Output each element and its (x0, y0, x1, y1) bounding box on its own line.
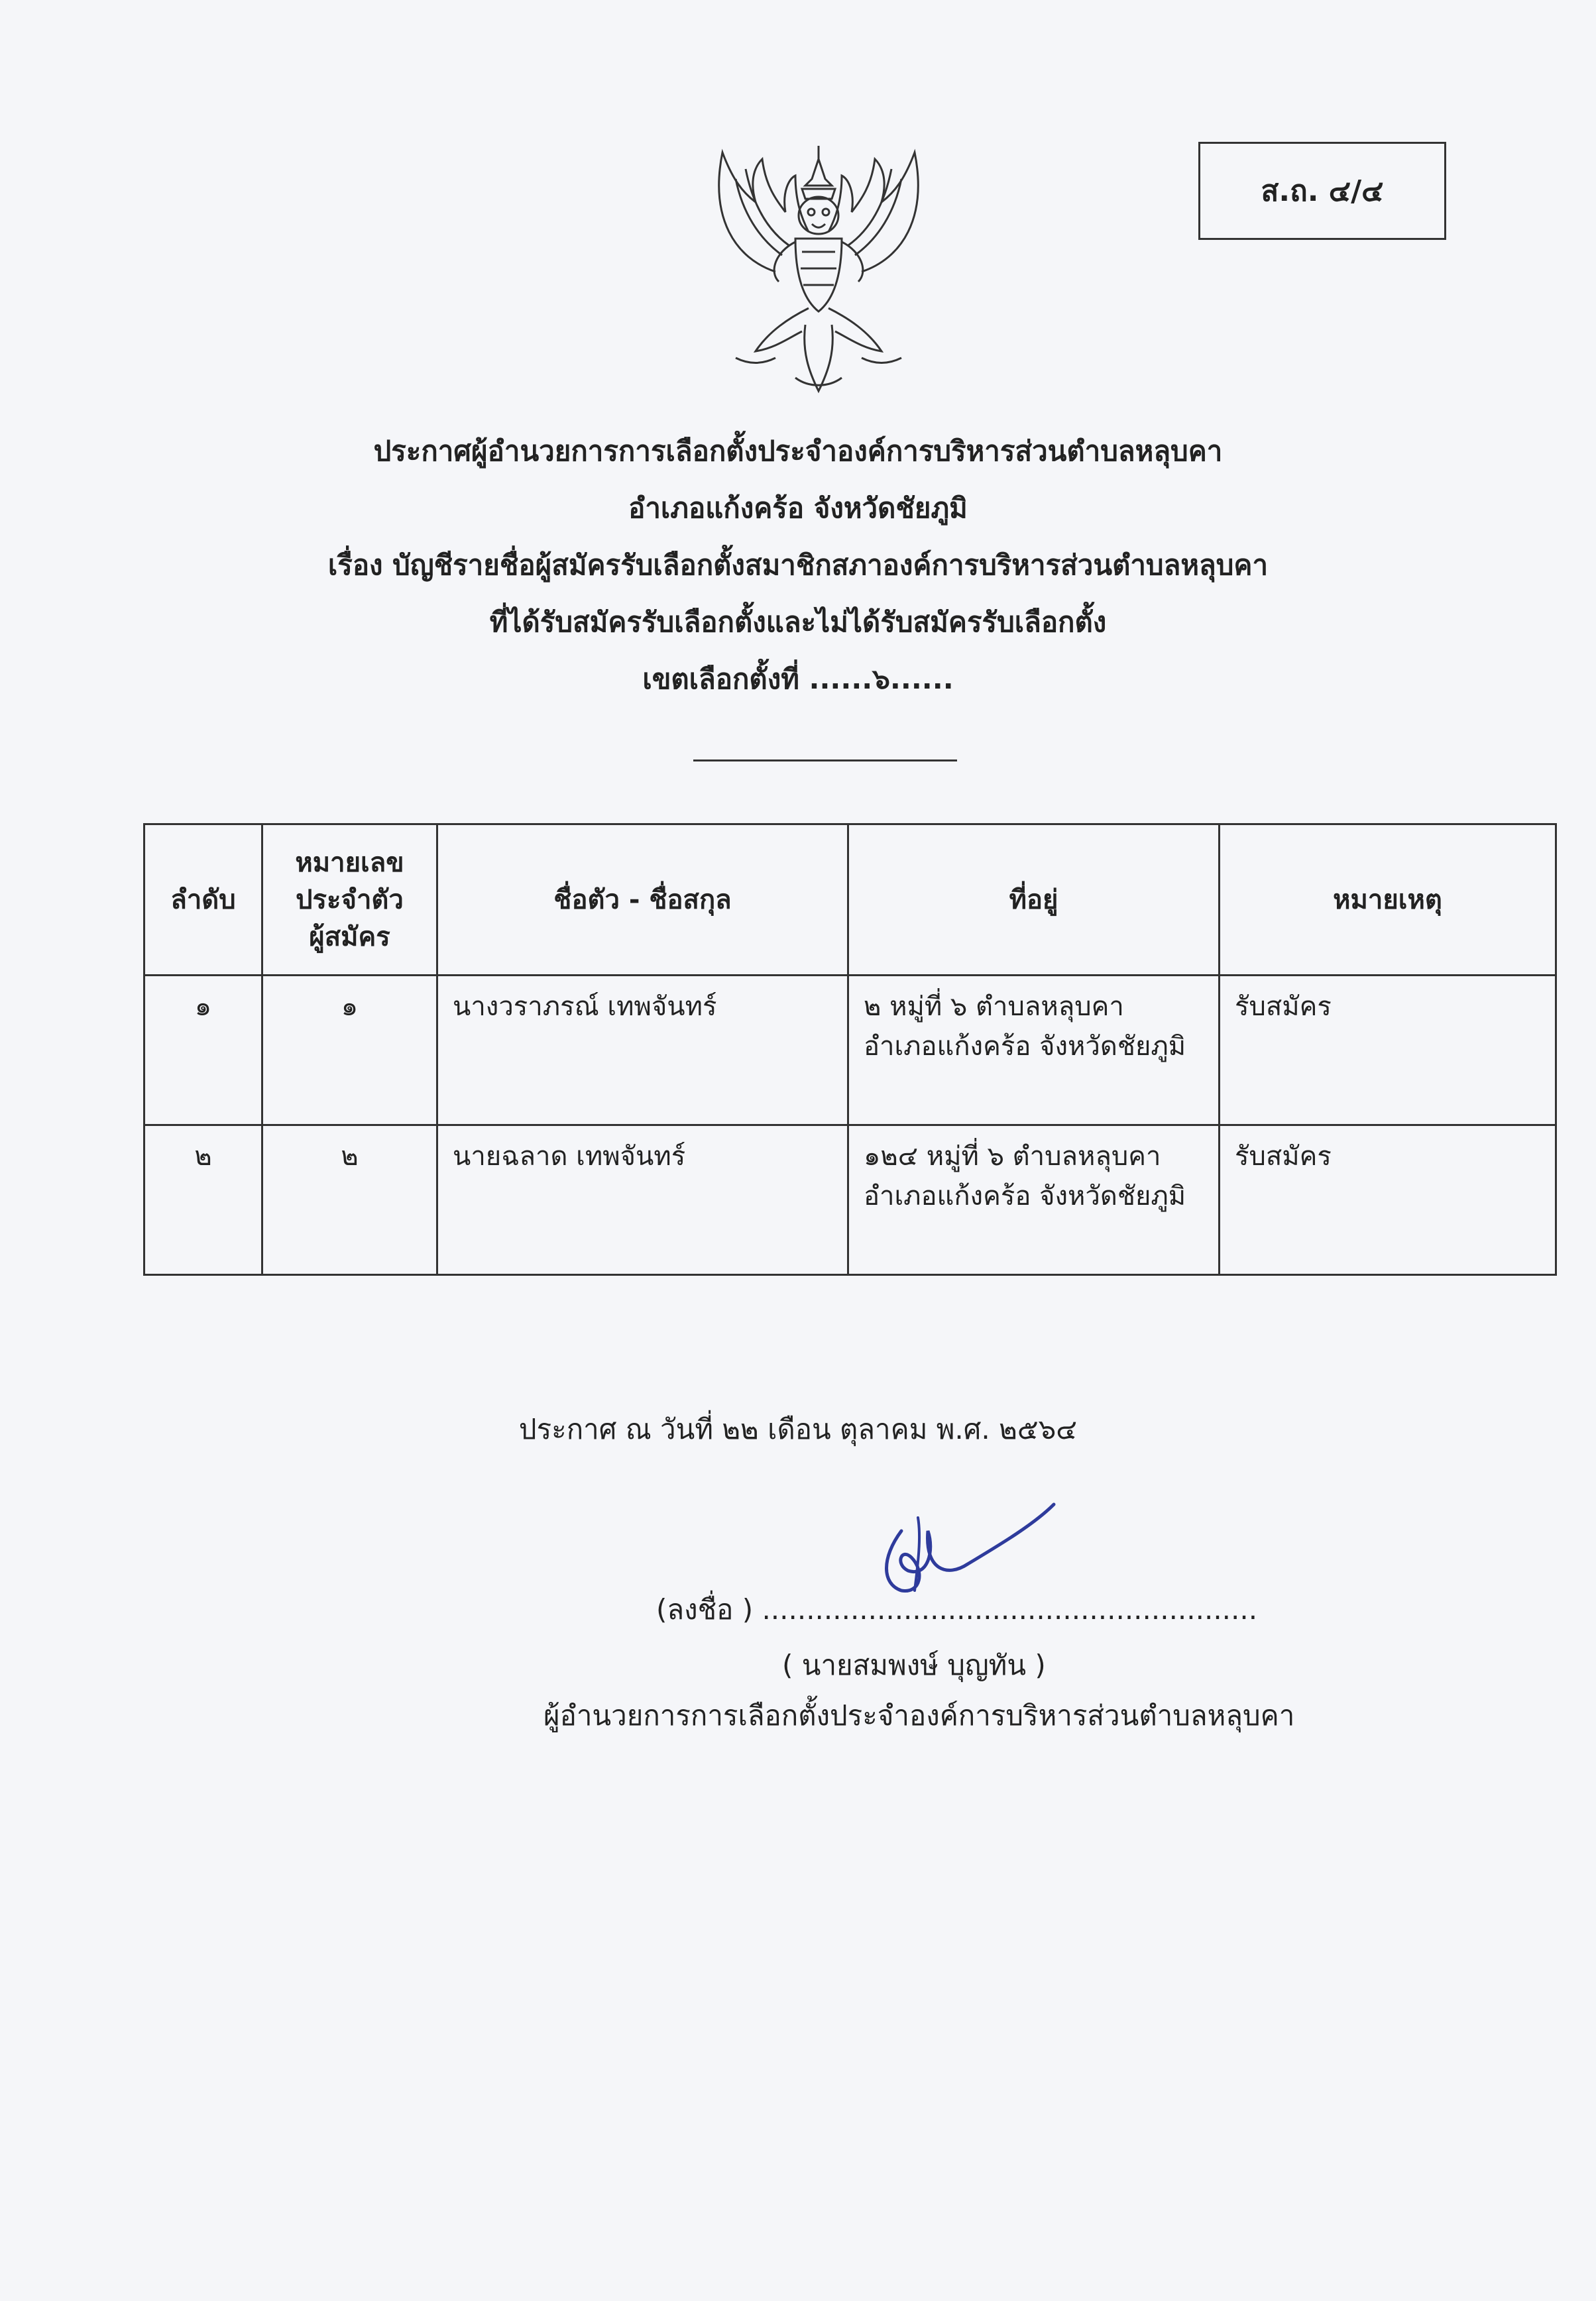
form-code: ส.ถ. ๔/๔ (1261, 174, 1384, 208)
header-order: ลำดับ (144, 824, 262, 976)
cell-name: นายฉลาด เทพจันทร์ (437, 1125, 848, 1275)
header-number-line-1: หมายเลข (295, 847, 404, 878)
heading-line-4: ที่ได้รับสมัครรับเลือกตั้งและไม่ได้รับสมัครรับเลือกตั้ง (489, 606, 1107, 638)
cell-candidate-number: ๑ (262, 976, 437, 1125)
heading-line-2: อำเภอแก้งคร้อ จังหวัดชัยภูมิ (628, 492, 968, 524)
cell-name: นางวราภรณ์ เทพจันทร์ (437, 976, 848, 1125)
signer-name: ( นายสมพงษ์ บุญทัน ) (782, 1649, 1046, 1681)
address-line-2: อำเภอแก้งคร้อ จังหวัดชัยภูมิ (864, 1181, 1186, 1211)
announcement-date: ประกาศ ณ วันที่ ๒๒ เดือน ตุลาคม พ.ศ. ๒๕๖๔ (518, 1413, 1078, 1445)
form-code-box (1198, 142, 1446, 240)
signature-line: (ลงชื่อ ) ........................................................ (656, 1593, 1258, 1626)
address-line-1: ๑๒๔ หมู่ที่ ๖ ตำบลหลุบคา (864, 1141, 1161, 1172)
address-line-2: อำเภอแก้งคร้อ จังหวัดชัยภูมิ (864, 1031, 1186, 1062)
cell-order: ๑ (144, 976, 262, 1125)
table-row (144, 976, 1556, 1125)
heading-divider (693, 759, 957, 761)
cell-candidate-number: ๒ (262, 1125, 437, 1275)
heading-line-5: เขตเลือกตั้งที่ ......๖...... (642, 663, 954, 695)
cell-address (848, 1125, 1220, 1275)
address-line-1: ๒ หมู่ที่ ๖ ตำบลหลุบคา (864, 991, 1124, 1022)
header-number-line-3: ผู้สมัคร (309, 921, 390, 952)
signer-title: ผู้อำนวยการการเลือกตั้งประจำองค์การบริหารส่วนตำบลหลุบคา (543, 1699, 1295, 1732)
announcement-heading (0, 423, 1596, 708)
cell-remark: รับสมัคร (1220, 976, 1556, 1125)
cell-order: ๒ (144, 1125, 262, 1275)
header-name: ชื่อตัว - ชื่อสกุล (437, 824, 848, 976)
garuda-emblem-icon (696, 139, 941, 401)
table-header-row (144, 824, 1556, 976)
table-row (144, 1125, 1556, 1275)
heading-line-1: ประกาศผู้อำนวยการการเลือกตั้งประจำองค์การบริหารส่วนตำบลหลุบคา (373, 435, 1223, 467)
header-candidate-number (262, 824, 437, 976)
heading-line-3: เรื่อง บัญชีรายชื่อผู้สมัครรับเลือกตั้งสมาชิกสภาองค์การบริหารส่วนตำบลหลุบคา (327, 549, 1269, 581)
header-number-line-2: ประจำตัว (296, 884, 404, 915)
candidate-table (143, 823, 1557, 1276)
cell-address (848, 976, 1220, 1125)
cell-remark: รับสมัคร (1220, 1125, 1556, 1275)
handwritten-signature (855, 1491, 1074, 1604)
header-address: ที่อยู่ (848, 824, 1220, 976)
header-remark: หมายเหตุ (1220, 824, 1556, 976)
